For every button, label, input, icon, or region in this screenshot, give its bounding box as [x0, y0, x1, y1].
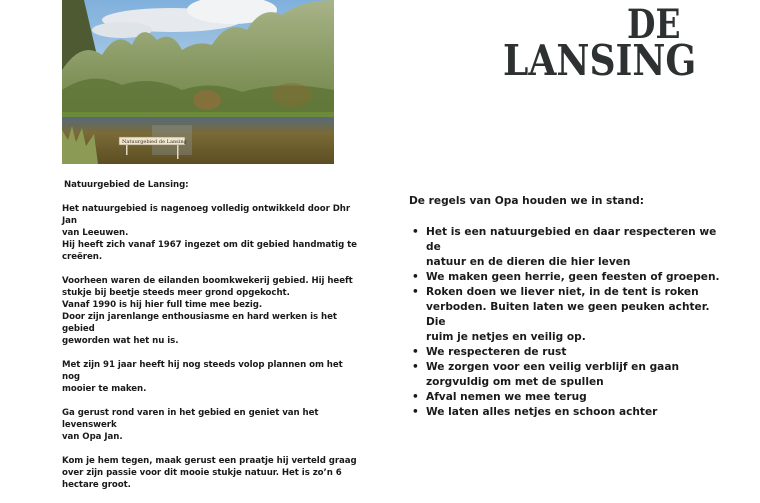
intro-line: van Opa Jan.: [62, 432, 123, 442]
rule-item: [409, 390, 729, 405]
intro-line: mooier te maken.: [62, 384, 147, 394]
intro-section: [62, 179, 362, 503]
bullet-icon: •: [412, 361, 419, 373]
title-line-2: LANSING: [503, 36, 697, 85]
rule-line: verboden. Buiten laten we geen peuken achter. Die: [426, 301, 710, 328]
rules-list: [409, 225, 729, 420]
rule-line: We laten alles netjes en schoon achter: [426, 406, 658, 418]
rule-line: natuur en de dieren die hier leven: [426, 256, 631, 268]
intro-paragraph: [62, 359, 362, 395]
intro-line: Voorheen waren de eilanden boomkwekerij gebied. Hij heeft: [62, 276, 353, 286]
rule-line: ruim je netjes en veilig op.: [426, 331, 586, 343]
intro-paragraph: [62, 275, 362, 347]
nature-photo: [62, 0, 334, 164]
intro-line: van Leeuwen.: [62, 228, 129, 238]
rule-line: We zorgen voor een veilig verblijf en gaan: [426, 361, 680, 373]
rule-item: [409, 405, 729, 420]
rule-item: [409, 270, 729, 285]
intro-heading: Natuurgebied de Lansing:: [64, 180, 189, 190]
rule-item: [409, 225, 729, 270]
rule-item: [409, 360, 729, 390]
bullet-icon: •: [412, 286, 419, 298]
intro-line: over zijn passie voor dit mooie stukje natuur. Het is zo’n 6: [62, 468, 342, 478]
rule-line: zorgvuldig om met de spullen: [426, 376, 604, 388]
bullet-icon: •: [412, 271, 419, 283]
intro-paragraph: [62, 203, 362, 263]
title-line-1: DE: [627, 1, 681, 48]
rules-section: [409, 194, 729, 420]
intro-paragraph: [62, 455, 362, 491]
rule-item: [409, 285, 729, 345]
intro-line: Kom je hem tegen, maak gerust een praatje hij verteld graag: [62, 456, 357, 466]
intro-line: Door zijn jarenlange enthousiasme en hard werken is het gebied: [62, 312, 337, 334]
intro-line: Vanaf 1990 is hij hier full time mee bezig.: [62, 300, 263, 310]
intro-line: Ga gerust rond varen in het gebied en geniet van het levenswerk: [62, 408, 319, 430]
rule-line: Roken doen we liever niet, in de tent is roken: [426, 286, 699, 298]
sign-text: Natuurgebied de Lansing: [122, 139, 187, 145]
rule-item: [409, 345, 729, 360]
bullet-icon: •: [412, 391, 419, 403]
intro-line: Het natuurgebied is nagenoeg volledig ontwikkeld door Dhr Jan: [62, 204, 351, 226]
bullet-icon: •: [412, 346, 419, 358]
intro-line: Hij heeft zich vanaf 1967 ingezet om dit gebied handmatig te: [62, 240, 357, 250]
pond-landscape-image: [62, 0, 334, 164]
intro-line: Met zijn 91 jaar heeft hij nog steeds volop plannen om het nog: [62, 360, 343, 382]
intro-line: stukje bij beetje steeds meer grond opgekocht.: [62, 288, 290, 298]
rule-line: Afval nemen we mee terug: [426, 391, 587, 403]
intro-line: hectare groot.: [62, 480, 131, 490]
intro-line: geworden wat het nu is.: [62, 336, 179, 346]
rule-line: We maken geen herrie, geen feesten of groepen.: [426, 271, 720, 283]
bullet-icon: •: [412, 226, 419, 238]
intro-paragraph: [62, 407, 362, 443]
rule-line: We respecteren de rust: [426, 346, 567, 358]
rules-heading: De regels van Opa houden we in stand:: [409, 195, 644, 207]
rule-line: Het is een natuurgebied en daar respecteren we de: [426, 226, 717, 253]
intro-line: creëren.: [62, 252, 103, 262]
bullet-icon: •: [412, 406, 419, 418]
